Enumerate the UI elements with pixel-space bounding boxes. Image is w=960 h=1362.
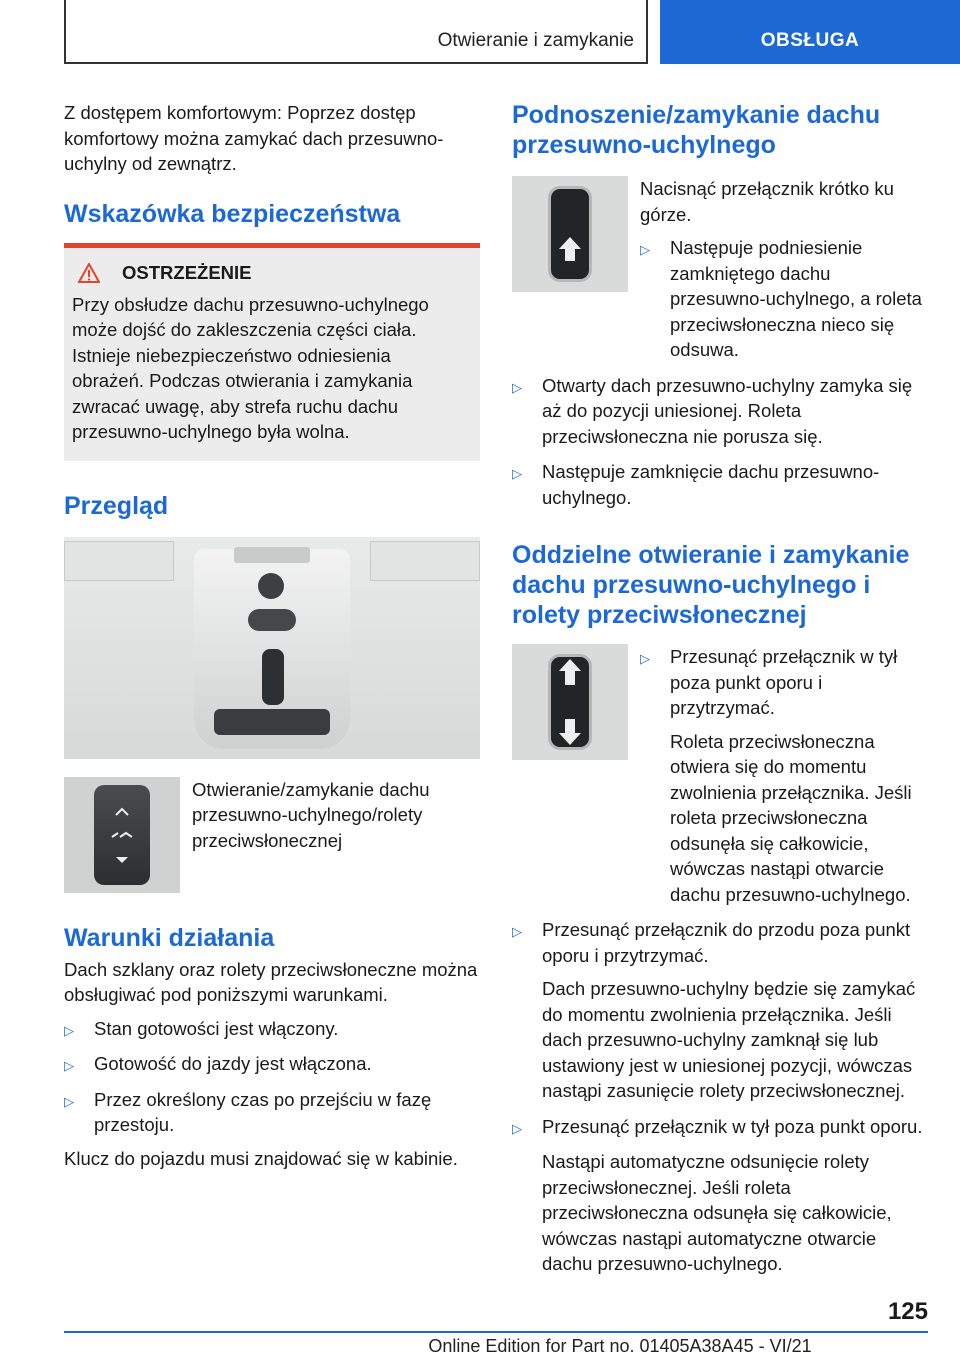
conditions-heading: Warunki działania (64, 923, 275, 952)
lift-intro: Nacisnąć przełącznik krótko ku górze. (640, 178, 894, 225)
separate-heading: Oddzielne otwieranie i zamykanie dachu przesuwno-uchylnego i rolety przeciwsłonecznej (512, 541, 910, 629)
header-section-box (64, 0, 648, 64)
triangle-right-icon: ▷ (512, 379, 522, 395)
list-item: ▷ Przesunąć przełącznik w tył poza punkt oporu i przytrzymać. (640, 644, 928, 721)
page-number: 125 (887, 1298, 928, 1325)
list-item: ▷ Przesunąć przełącznik do przodu poza punkt oporu i przytrzymać. (512, 917, 928, 968)
overview-heading: Przegląd (64, 491, 169, 520)
safety-heading: Wskazówka bezpieczeństwa (64, 199, 401, 228)
roof-switch-image (64, 777, 180, 893)
header-chapter-label: OBSŁUGA (760, 30, 860, 51)
conditions-intro: Dach szklany oraz rolety przeciwsłoneczne można obsługiwać pod poniższymi warunkami. (64, 958, 478, 1005)
list-item: ▷ Stan gotowości jest włączony. (64, 1016, 480, 1044)
list-item: ▷ Następuje podniesienie zamkniętego dachu przesuwno-uchylnego, a roleta przeciwsłoneczna nieco się odsuwa. (640, 235, 928, 363)
triangle-right-icon: ▷ (640, 242, 650, 257)
warning-box (64, 243, 480, 461)
headliner-overview-image (64, 537, 480, 759)
list-item: ▷ Otwarty dach przesuwno-uchylny zamyka się aż do pozycji uniesionej. Roleta przeciwsłoneczna nie porusza się. (512, 373, 928, 450)
left-column (64, 100, 480, 1171)
warning-text: Przy obsłudze dachu przesuwno-uchylnego może dojść do zakleszczenia części ciała. Istnieje niebezpieczeństwo odniesienia obrażeń. Podczas otwierania i zamykania zwracać uwagę, aby strefa ruchu dachu przesuwno-uchylnego była wolna. (72, 293, 429, 442)
sep3-detail: Nastąpi automatyczne odsunięcie rolety przeciwsłonecznej. Jeśli roleta przeciwsłoneczna odsunęła się całkowicie, wówczas nastąpi automatyczne otwarcie dachu przesuwno-uchylnego. (542, 1151, 892, 1274)
triangle-right-icon: ▷ (64, 1058, 74, 1073)
triangle-right-icon: ▷ (512, 1120, 522, 1136)
right-column (512, 100, 928, 1277)
warning-label: OSTRZEŻENIE (122, 261, 252, 283)
footer-edition: Online Edition for Part no. 01405A38A45 - VI/21 (428, 1336, 812, 1356)
triangle-right-icon: ▷ (640, 651, 650, 666)
sep2-detail: Dach przesuwno-uchylny będzie się zamykać do momentu zwolnienia przełącznika. Jeśli dach przesuwno-uchylny zamknął się lub ustawiony jest w uniesionej pozycji, wówczas nastąpi zasunięcie rolety przeciwsłonecznej. (542, 978, 916, 1101)
header-section-title: Otwieranie i zamykanie (437, 30, 634, 51)
triangle-right-icon: ▷ (64, 1022, 74, 1038)
list-item: ▷ Następuje zamknięcie dachu przesuwno-uchylnego. (512, 459, 928, 510)
list-item: ▷ Gotowość do jazdy jest włączona. (64, 1051, 480, 1079)
key-note: Klucz do pojazdu musi znajdować się w kabinie. (64, 1147, 458, 1169)
intro-paragraph: Z dostępem komfortowym: Poprzez dostęp komfortowy można zamykać dach przesuwno-uchylny od zewnątrz. (64, 102, 444, 174)
warning-triangle-icon (78, 263, 100, 283)
lift-heading: Podnoszenie/zamykanie dachu przesuwno-uchylnego (512, 101, 881, 159)
triangle-right-icon: ▷ (512, 924, 522, 939)
triangle-right-icon: ▷ (64, 1093, 74, 1109)
triangle-right-icon: ▷ (512, 466, 522, 481)
list-item: ▷ Przez określony czas po przejściu w fazę przestoju. (64, 1087, 480, 1138)
footer-rule (64, 1331, 928, 1333)
switch-updown-image (512, 644, 628, 760)
list-item: ▷ Przesunąć przełącznik w tył poza punkt oporu. (512, 1114, 928, 1142)
switch-up-image (512, 176, 628, 292)
image-caption: Otwieranie/zamykanie dachu przesuwno-uchylnego/rolety przeciwsłonecznej (192, 778, 430, 851)
header-chapter-tab (660, 0, 960, 64)
sep1-detail: Roleta przeciwsłoneczna otwiera się do momentu zwolnienia przełącznika. Jeśli roleta przeciwsłoneczna odsunęła się całkowicie, wówczas nastąpi otwarcie dachu przesuwno-uchylnego. (670, 730, 912, 905)
